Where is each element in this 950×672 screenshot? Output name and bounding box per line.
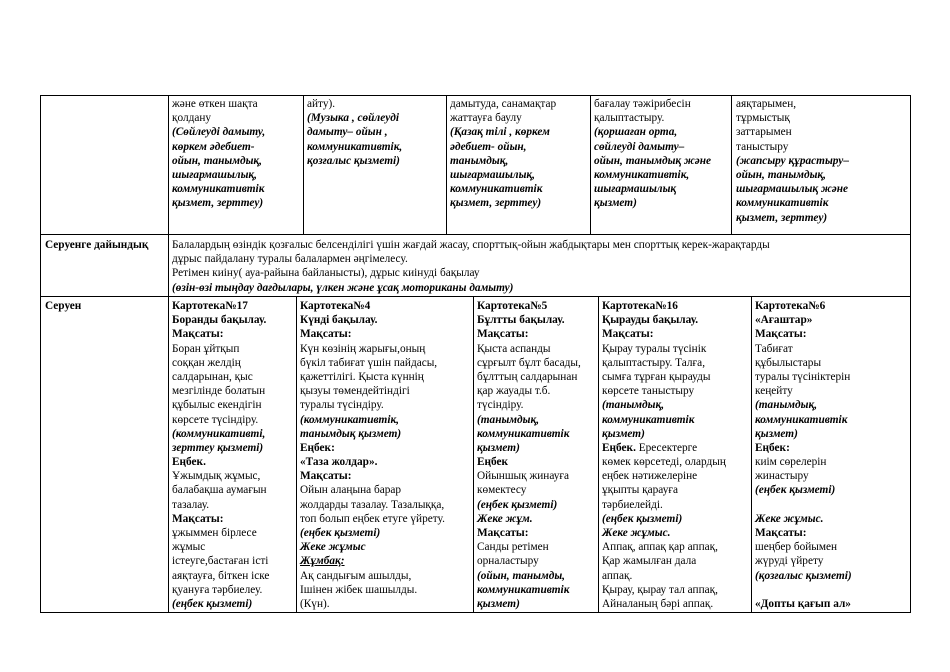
row1-col-divider-3 [446, 95, 447, 234]
row-divider-2 [40, 296, 911, 297]
row3-c2-line: істеуге,бастаған істі [172, 555, 269, 568]
row3-c3-line: «Таза жолдар». [300, 456, 378, 469]
row1-col4-line: жаттауға баулу [450, 112, 522, 125]
row3-c2-line: көрсете түсіндіру. [172, 413, 259, 426]
row3-c2-line: жұмыс [172, 541, 206, 554]
row3-c4-line: Картотека№5 [477, 300, 548, 312]
row1-col3-tag: дамыту– ойын , [307, 126, 388, 139]
row1-col2-line: қолдану [172, 112, 212, 125]
row3-col-divider-2 [296, 296, 297, 613]
row3-c3-line: Жеке жұмыс [300, 541, 366, 554]
row3-c6-line: жүруді үйрету [755, 555, 824, 568]
row3-c5-line: Қар жамылған дала [602, 555, 697, 568]
row3-c5-line: (танымдық, [602, 399, 665, 412]
row1-col6-tag: (жапсыру құрастыру– [736, 154, 849, 167]
row3-c5-line [602, 441, 726, 455]
row3-c5-line: тәрбиелейді. [602, 498, 663, 511]
row3-c3-line: танымдық қызмет) [300, 427, 402, 440]
row3-c5-line: Айналаның бәрі аппақ. [602, 597, 714, 610]
row1-col5-tag: коммуникативтік, [594, 168, 690, 181]
row3-c2-line: балабақша аумағын [172, 484, 267, 497]
row3-c5-line: Қырау, қырау тал аппақ, [602, 583, 718, 596]
row3-c6-line [755, 498, 852, 512]
row3-c4-line: Ойыншық жинауға [477, 470, 570, 483]
row3-c3-line: Ішінен жібек шашылды. [300, 583, 418, 596]
row3-c2-line: тазалау. [172, 498, 210, 511]
row3-c2-line: құбылыс екендігін [172, 399, 262, 412]
row1-col3-cell [307, 97, 402, 168]
row3-c6-line: коммуникативтік [755, 413, 848, 426]
row1-col5-cell [594, 97, 711, 211]
row3-c3-line: Мақсаты: [300, 328, 352, 341]
row3-c3-line: бүкіл табиғат үшін пайдасы, [300, 356, 438, 369]
row3-c3-line: Мақсаты: [300, 470, 352, 483]
row3-c6-line: Картотека№6 [755, 300, 826, 312]
row1-col6-tag: қызмет, зерттеу) [736, 211, 828, 224]
row3-c2-line: Мақсаты: [172, 328, 224, 341]
row3-c3-line: қызуы төмендейтіндігі [300, 385, 410, 398]
row1-col5-line: қалыптастыру. [594, 112, 665, 125]
row3-c3-line: (коммуникативтік, [300, 413, 400, 426]
row3-c4-line: орналастыру [477, 555, 539, 568]
row3-c5-line: еңбек нәтижелеріне [602, 470, 698, 483]
row1-col5-tag: шығармашылық [594, 183, 677, 196]
row1-col4-tag: әдебиет- ойын, [450, 140, 527, 153]
row3-c4-line: қар жауады т.б. [477, 385, 551, 398]
row1-col-divider-4 [590, 95, 591, 234]
row1-col4-tag: коммуникативтік [450, 183, 543, 196]
row3-c2-line: салдарынан, қыс [172, 370, 253, 383]
row3-c2-line: ұжыммен бірлесе [172, 527, 257, 539]
row3-col-divider-5 [751, 296, 752, 613]
row3-c2-line: мезгілінде болатын [172, 385, 266, 398]
row1-col4-cell [450, 97, 556, 211]
row3-c4-line: бұлттың салдарынан [477, 370, 578, 383]
row3-c2-line: Еңбек. [172, 456, 206, 469]
row-divider-1 [40, 234, 911, 235]
row3-c6-line: Мақсаты: [755, 527, 807, 539]
row1-col5-line: бағалау тәжірибесін [594, 98, 691, 110]
row3-c5-line: Картотека№16 [602, 300, 678, 312]
row3-c3-line: (еңбек қызметі) [300, 527, 381, 539]
row3-c3-line: қажеттілігі. Қыста күннің [300, 370, 424, 383]
row3-c6-line: «Допты қағып ал» [755, 597, 851, 610]
row2-line: Балалардың өзіндік қозғалыс белсенділігі үшін жағдай жасау, спорттық-ойын жабдықтары мен спорттық керек-жарақтарды [172, 239, 770, 251]
row3-c2-line: Картотека№17 [172, 300, 248, 312]
row1-col2-tag: ойын, танымдық, [172, 154, 262, 167]
row3-col6-cell [755, 299, 852, 611]
row3-c3-line: жолдарды тазалау. Тазалыққа, [300, 498, 445, 511]
row3-c4-line: қызмет) [477, 597, 520, 610]
row3-c5-line: Мақсаты: [602, 328, 654, 341]
row1-col6-tag: шығармашылық және [736, 183, 849, 196]
row1-col2-tag: шығармашылық, [172, 168, 257, 181]
row3-c2-line: Боранды бақылау. [172, 314, 267, 327]
row3-c3-line: Еңбек: [300, 441, 335, 454]
row3-c4-line: Жеке жұм. [477, 512, 533, 525]
row3-c2-line: соққан желдің [172, 356, 241, 369]
row3-c3-line: топ болып еңбек етуге үйрету. [300, 512, 445, 525]
row3-c6-line: құбылыстары [755, 356, 822, 369]
row3-c4-line: (еңбек қызметі) [477, 498, 558, 511]
row1-col6-tag: коммуникативтік [736, 197, 829, 210]
row1-col5-tag: қызмет) [594, 197, 637, 210]
row3-c2-line: Боран ұйтқып [172, 342, 240, 355]
row1-col4-tag: (Қазақ тілі , көркем [450, 126, 550, 139]
row3-c5-line: сымға тұрған қырауды [602, 370, 711, 383]
row3-c6-line: шеңбер бойымен [755, 541, 838, 554]
row3-c4-line: сұрғылт бұлт басады, [477, 356, 581, 369]
row3-c3-line: (Күн). [300, 597, 330, 610]
row3-c4-line: Санды ретімен [477, 541, 549, 554]
row1-col2-cell [172, 97, 265, 211]
row1-col6-tag: ойын, танымдық, [736, 168, 826, 181]
row3-c2-line: (коммуникативті, [172, 427, 266, 440]
row3-c5-line: қалыптастыру. Талға, [602, 356, 706, 369]
row3-col-divider-4 [598, 296, 599, 613]
row3-c6-line: Жеке жұмыс. [755, 512, 824, 525]
row3-c6-line: Табиғат [755, 342, 793, 355]
table-right-border [910, 95, 911, 613]
row2-tag: (өзін-өзі тыңдау дағдылары, үлкен және ұсақ моториканы дамыту) [172, 281, 514, 294]
row3-c6-line: кеңейту [755, 385, 793, 398]
row1-col-divider-5 [731, 95, 732, 234]
row3-c6-line: (қозғалыс қызметі) [755, 569, 852, 582]
row3-c6-line: жинастыру [755, 470, 809, 483]
row3-c6-line: (танымдық, [755, 399, 818, 412]
row3-c2-line: Ұжымдық жұмыс, [172, 470, 261, 483]
row1-col6-line: аяқтарымен, [736, 98, 797, 110]
row3-c6-line: Мақсаты: [755, 328, 807, 341]
row3-c2-line: зерттеу қызметі) [172, 441, 264, 454]
row3-c4-line: Қыста аспанды [477, 342, 551, 355]
row1-col4-tag: қызмет, зерттеу) [450, 197, 542, 210]
row3-c4-line: (ойын, танымды, [477, 569, 566, 582]
row3-c5-line: көмек көрсетеді, олардың [602, 456, 726, 469]
row3-c5-line: (еңбек қызметі) [602, 512, 683, 525]
row1-col4-tag: танымдық, [450, 154, 509, 167]
row3-c5-line: Жеке жұмыс. [602, 527, 671, 539]
row1-col6-cell [736, 97, 849, 225]
row1-col5-tag: (қоршаған орта, [594, 126, 678, 139]
row1-col5-tag: ойын, танымдық және [594, 154, 712, 167]
row3-c2-line: Мақсаты: [172, 512, 224, 525]
row3-c3-line: туралы түсіндіру. [300, 399, 384, 412]
row3-c5-line: қызмет) [602, 427, 645, 440]
row3-c4-line: Бұлтты бақылау. [477, 314, 565, 327]
row1-col3-tag: (Музыка , сөйлеуді [307, 112, 399, 125]
row3-col5-cell [602, 299, 726, 611]
row3-c4-line: Мақсаты: [477, 328, 529, 341]
row1-col2-tag: (Сөйлеуді дамыту, [172, 126, 266, 139]
row1-col4-line: дамытуда, санамақтар [450, 98, 557, 110]
table-bottom-border [40, 612, 911, 613]
row3-c3-line: Күн көзінің жарығы,оның [300, 342, 426, 355]
row3-c4-line: Еңбек [477, 456, 509, 469]
row1-col2-tag: қызмет, зерттеу) [172, 197, 264, 210]
row3-c4-line: коммуникативтік [477, 427, 570, 440]
row3-c5-line: аппақ. [602, 569, 633, 582]
row1-col3-line: айту). [307, 98, 336, 110]
row3-c5-line: Қырау туралы түсінік [602, 342, 707, 355]
row1-col6-line: таныстыру [736, 140, 789, 153]
row3-col2-cell [172, 299, 269, 611]
row3-c5-line: Қырауды бақылау. [602, 314, 699, 327]
col-divider-1 [168, 95, 169, 613]
row1-col6-line: заттарымен [736, 126, 792, 139]
row3-c6-line: (еңбек қызметі) [755, 484, 836, 497]
row3-c6-line: туралы түсініктерін [755, 370, 851, 383]
row3-c5-regular-fragment: Ересектерге [635, 441, 698, 454]
row3-col4-cell [477, 299, 581, 611]
row3-c3-line: Күнді бақылау. [300, 314, 378, 327]
row3-c3-line: Ойын алаңына барар [300, 484, 402, 497]
row1-col6-line: тұрмыстық [736, 112, 790, 125]
table-top-border [40, 95, 911, 96]
row3-col3-cell [300, 299, 445, 611]
row3-c4-line: (танымдық, [477, 413, 540, 426]
row3-c4-line: түсіндіру. [477, 399, 524, 412]
row1-col3-tag: қозғалыс қызметі) [307, 154, 400, 167]
row3-c5-line: ұқыпты қарауға [602, 484, 679, 497]
row3-c5-line: Аппақ, аппақ қар аппақ, [602, 541, 718, 554]
row3-c2-line: қуануға тәрбиелеу. [172, 583, 263, 596]
row3-col-divider-3 [473, 296, 474, 613]
row3-c4-line: коммуникативтік [477, 583, 570, 596]
row2-content [172, 238, 770, 295]
row3-c6-line: «Ағаштар» [755, 314, 813, 327]
row3-c6-line [755, 583, 852, 597]
row1-col2-line: және өткен шақта [172, 98, 258, 110]
row3-label: Серуен [45, 300, 82, 312]
row1-col4-tag: шығармашылық, [450, 168, 535, 181]
table-left-border [40, 95, 41, 613]
row1-col3-tag: коммуникативтік, [307, 140, 403, 153]
row2-line: Ретімен киіну( ауа-райына байланысты), дұрыс киінуді бақылау [172, 267, 480, 280]
row3-c3-line: Ақ сандығым ашылды, [300, 569, 412, 582]
row3-c6-line: Еңбек: [755, 441, 790, 454]
row3-c6-line: киім сөрелерін [755, 456, 827, 469]
row1-col5-tag: сөйлеуді дамыту– [594, 140, 685, 153]
row3-c4-line: қызмет) [477, 441, 520, 454]
row3-c4-line: Мақсаты: [477, 527, 529, 539]
row1-col2-tag: көркем әдебиет- [172, 140, 255, 153]
row3-c4-line: көмектесу [477, 484, 527, 497]
row1-col-divider-2 [303, 95, 304, 234]
row3-c2-line: аяқтауға, біткен іске [172, 569, 270, 582]
row3-c5-bold-fragment: Еңбек. [602, 441, 636, 454]
row2-line: дұрыс пайдалану туралы балалармен әңгімелесу. [172, 253, 408, 266]
row3-c2-line: (еңбек қызметі) [172, 597, 253, 610]
row3-c5-line: коммуникативтік [602, 413, 695, 426]
row3-c3-line: Картотека№4 [300, 300, 371, 312]
row3-c5-line: көрсете таныстыру [602, 385, 695, 398]
row3-c6-line: қызмет) [755, 427, 798, 440]
row2-label: Серуенге дайындық [45, 239, 149, 251]
row1-col2-tag: коммуникативтік [172, 183, 265, 196]
row3-c3-line: Жұмбақ: [300, 555, 345, 568]
